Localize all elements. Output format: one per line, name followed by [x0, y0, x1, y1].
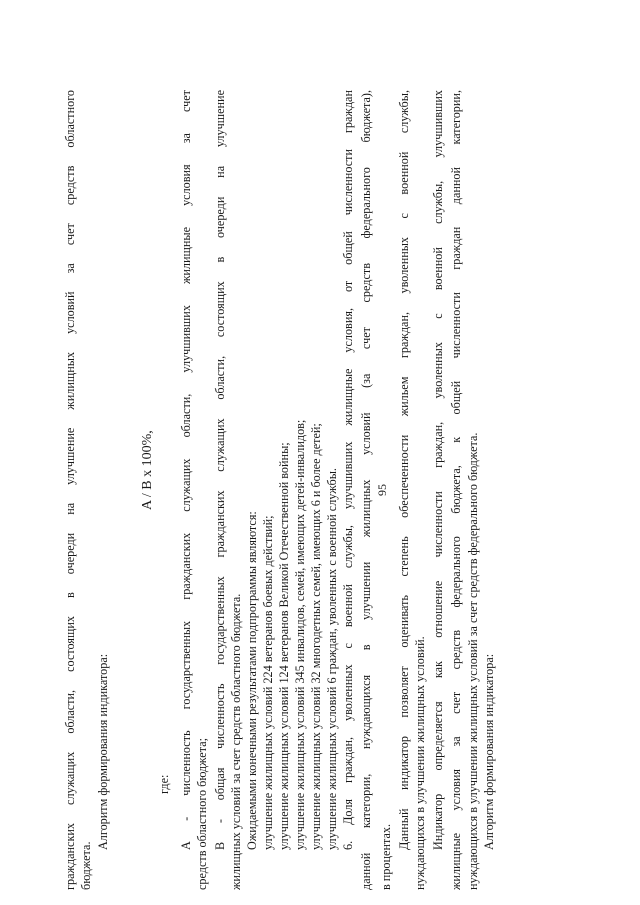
result-item-2: улучшение жилищных условий 124 ветеранов Великой Отечественной войны; [277, 442, 291, 850]
indicator-6-title: 6. Доля граждан, уволенных с военной службы, улучшивших жилищные условия, от общей численности граждан [341, 90, 355, 850]
text-line-1: гражданских служащих области, состоящих в очереди на улучшение жилищных условий за счет средств областного [63, 90, 77, 890]
result-item-5: улучшение жилищных условий 6 граждан, уволенных с военной службы. [325, 468, 339, 850]
text-line-b: B - общая численность государственных гражданских служащих области, состоящих в очереди на улучшение [213, 90, 227, 850]
indicator-definition: Индикатор определяется как отношение численности граждан, уволенных с военной службы, улучшивших [431, 90, 445, 850]
indicator-6-title-cont: данной категории, нуждающихся в улучшении жилищных условий (за счет средств федерального бюджета), [359, 90, 373, 890]
indicator-6-title-end: в процентах. [379, 824, 393, 890]
results-heading: Ожидаемыми конечными результатами подпрограммы являются: [245, 511, 259, 850]
text-line-a: A - численность государственных гражданских служащих области, улучшивших жилищные условия за счет [179, 90, 193, 850]
result-item-1: улучшение жилищных условий 224 ветеранов боевых действий; [261, 515, 275, 850]
text-line-2: бюджета. [79, 841, 93, 890]
page-number: 95 [375, 484, 389, 496]
text-line-a-cont: средств областного бюджета; [195, 738, 209, 890]
formula: A / B x 100%, [140, 430, 155, 510]
indicator-definition-cont: жилищные условия за счет средств федерального бюджета, к общей численности граждан данной категории, [449, 90, 463, 890]
where-label: где: [157, 774, 171, 794]
algorithm-heading-2: Алгоритм формирования индикатора: [482, 653, 496, 850]
result-item-4: улучшение жилищных условий 32 многодетных семей, имеющих 6 и более детей; [309, 423, 323, 850]
page-content [62, 90, 502, 890]
indicator-description-cont: нуждающихся в улучшении жилищных условий. [413, 636, 427, 890]
result-item-3: улучшение жилищных условий 345 инвалидов, семей, имеющих детей-инвалидов; [293, 419, 307, 850]
indicator-definition-end: нуждающихся в улучшении жилищных условий за счет средств федерального бюджета. [466, 432, 480, 890]
indicator-description: Данный индикатор позволяет оценивать степень обеспеченности жильем граждан, уволенных с военной службы, [397, 90, 411, 850]
text-line-b-cont: жилищных условий за счет средств областного бюджета. [229, 593, 243, 890]
algorithm-heading-1: Алгоритм формирования индикатора: [96, 653, 110, 850]
